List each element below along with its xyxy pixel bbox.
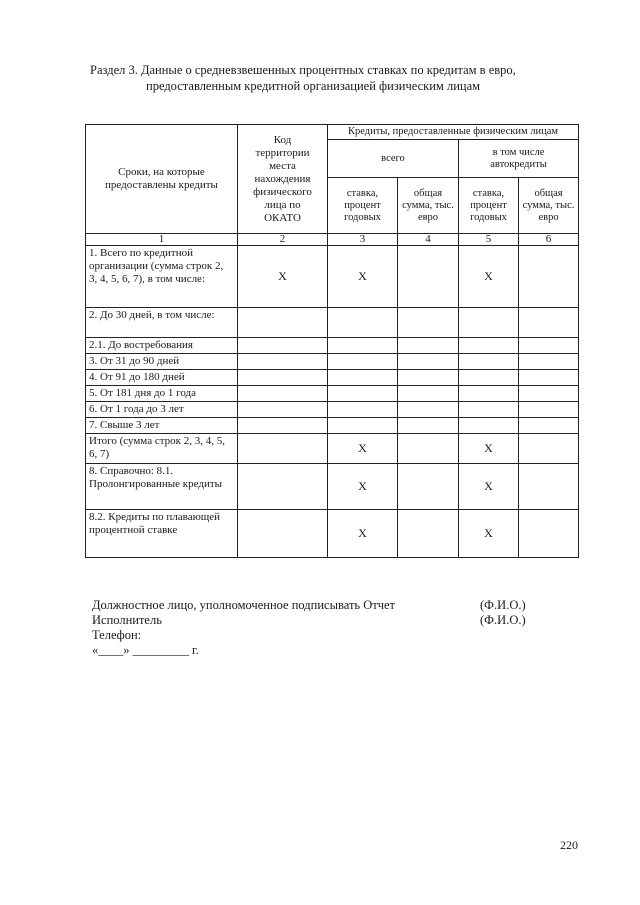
- table-cell: [398, 338, 459, 354]
- table-cell: [459, 308, 519, 338]
- table-cell: X: [328, 464, 398, 510]
- table-row: [86, 386, 579, 402]
- report-table: [85, 124, 579, 558]
- header-auto-sum: общая сумма, тыс. евро: [519, 178, 579, 234]
- row-label: 6. От 1 года до 3 лет: [86, 402, 238, 418]
- table-row: [86, 434, 579, 464]
- table-row: [86, 510, 579, 558]
- table-cell: [459, 354, 519, 370]
- table-cell: X: [328, 246, 398, 308]
- row-label: 3. От 31 до 90 дней: [86, 354, 238, 370]
- table-cell: [398, 510, 459, 558]
- table-cell: [519, 510, 579, 558]
- table-cell: X: [459, 464, 519, 510]
- row-label: Итого (сумма строк 2, 3, 4, 5, 6, 7): [86, 434, 238, 464]
- header-total-sum: общая сумма, тыс. евро: [398, 178, 459, 234]
- column-number: 5: [459, 234, 519, 246]
- table-cell: X: [328, 510, 398, 558]
- table-cell: [238, 434, 328, 464]
- table-row: [86, 464, 579, 510]
- row-label: 4. От 91 до 180 дней: [86, 370, 238, 386]
- table-row: [86, 338, 579, 354]
- signature-block: [92, 598, 562, 658]
- table-cell: [328, 418, 398, 434]
- table-cell: [238, 510, 328, 558]
- table-cell: [398, 402, 459, 418]
- table-cell: [459, 338, 519, 354]
- table-cell: [519, 402, 579, 418]
- table-cell: [519, 354, 579, 370]
- table-row: [86, 354, 579, 370]
- table-cell: [459, 402, 519, 418]
- table-cell: X: [328, 434, 398, 464]
- table-cell: [238, 418, 328, 434]
- table-cell: [519, 464, 579, 510]
- table-cell: [328, 354, 398, 370]
- row-label: 8. Справочно: 8.1. Пролонгированные кредиты: [86, 464, 238, 510]
- table-cell: [519, 386, 579, 402]
- table-cell: [398, 370, 459, 386]
- table-cell: [238, 402, 328, 418]
- header-auto: в том числе автокредиты: [459, 140, 579, 178]
- table-cell: X: [459, 434, 519, 464]
- table-cell: [328, 308, 398, 338]
- table-cell: [519, 308, 579, 338]
- row-label: 2.1. До востребования: [86, 338, 238, 354]
- row-label: 1. Всего по кредитной организации (сумма строк 2, 3, 4, 5, 6, 7), в том числе:: [86, 246, 238, 308]
- table-cell: [398, 434, 459, 464]
- column-number: 4: [398, 234, 459, 246]
- row-label: 7. Свыше 3 лет: [86, 418, 238, 434]
- header-auto-rate: ставка, процент годовых: [459, 178, 519, 234]
- table-cell: X: [459, 510, 519, 558]
- table-row: [86, 418, 579, 434]
- section-title-line-1: Раздел 3. Данные о средневзвешенных процентных ставках по кредитам в евро,: [90, 63, 516, 77]
- table-cell: [398, 464, 459, 510]
- row-label: 8.2. Кредиты по плавающей процентной ставке: [86, 510, 238, 558]
- table-row: [86, 402, 579, 418]
- table-cell: [398, 386, 459, 402]
- page-number: 220: [560, 838, 578, 852]
- table-cell: [238, 354, 328, 370]
- header-okato: Код территории места нахождения физического лица по ОКАТО: [238, 125, 328, 234]
- table-cell: [238, 464, 328, 510]
- table-cell: [398, 354, 459, 370]
- table-cell: [328, 370, 398, 386]
- section-title-line-2: предоставленным кредитной организацией физическим лицам: [146, 79, 481, 93]
- table-cell: [519, 434, 579, 464]
- column-number: 2: [238, 234, 328, 246]
- table-cell: [238, 386, 328, 402]
- table-cell: [238, 370, 328, 386]
- table-row: [86, 370, 579, 386]
- header-loans: Кредиты, предоставленные физическим лицам: [328, 125, 579, 140]
- header-total-rate: ставка, процент годовых: [328, 178, 398, 234]
- official-label: Должностное лицо, уполномоченное подписывать Отчет: [92, 598, 396, 612]
- phone-label: Телефон:: [92, 628, 142, 642]
- table-cell: [398, 418, 459, 434]
- row-label: 2. До 30 дней, в том числе:: [86, 308, 238, 338]
- table-row: [86, 308, 579, 338]
- table-cell: [398, 308, 459, 338]
- table-cell: [459, 370, 519, 386]
- table-cell: [328, 386, 398, 402]
- table-cell: [328, 402, 398, 418]
- table-cell: X: [459, 246, 519, 308]
- table-cell: [519, 338, 579, 354]
- table-cell: [238, 338, 328, 354]
- header-term: Сроки, на которые предоставлены кредиты: [86, 125, 238, 234]
- table-row: [86, 246, 579, 308]
- column-number: 3: [328, 234, 398, 246]
- row-label: 5. От 181 дня до 1 года: [86, 386, 238, 402]
- header-total: всего: [328, 140, 459, 178]
- table-cell: [238, 308, 328, 338]
- table-cell: [519, 418, 579, 434]
- table-cell: X: [238, 246, 328, 308]
- table-cell: [519, 370, 579, 386]
- executor-label: Исполнитель: [92, 613, 162, 627]
- table-cell: [459, 418, 519, 434]
- table-cell: [398, 246, 459, 308]
- column-number: 1: [86, 234, 238, 246]
- column-number: 6: [519, 234, 579, 246]
- section-title: [90, 62, 560, 94]
- table-cell: [459, 386, 519, 402]
- table-cell: [519, 246, 579, 308]
- date-line: «____» _________ г.: [92, 643, 199, 657]
- official-fio: (Ф.И.О.): [480, 598, 526, 612]
- table-cell: [328, 338, 398, 354]
- executor-fio: (Ф.И.О.): [480, 613, 526, 627]
